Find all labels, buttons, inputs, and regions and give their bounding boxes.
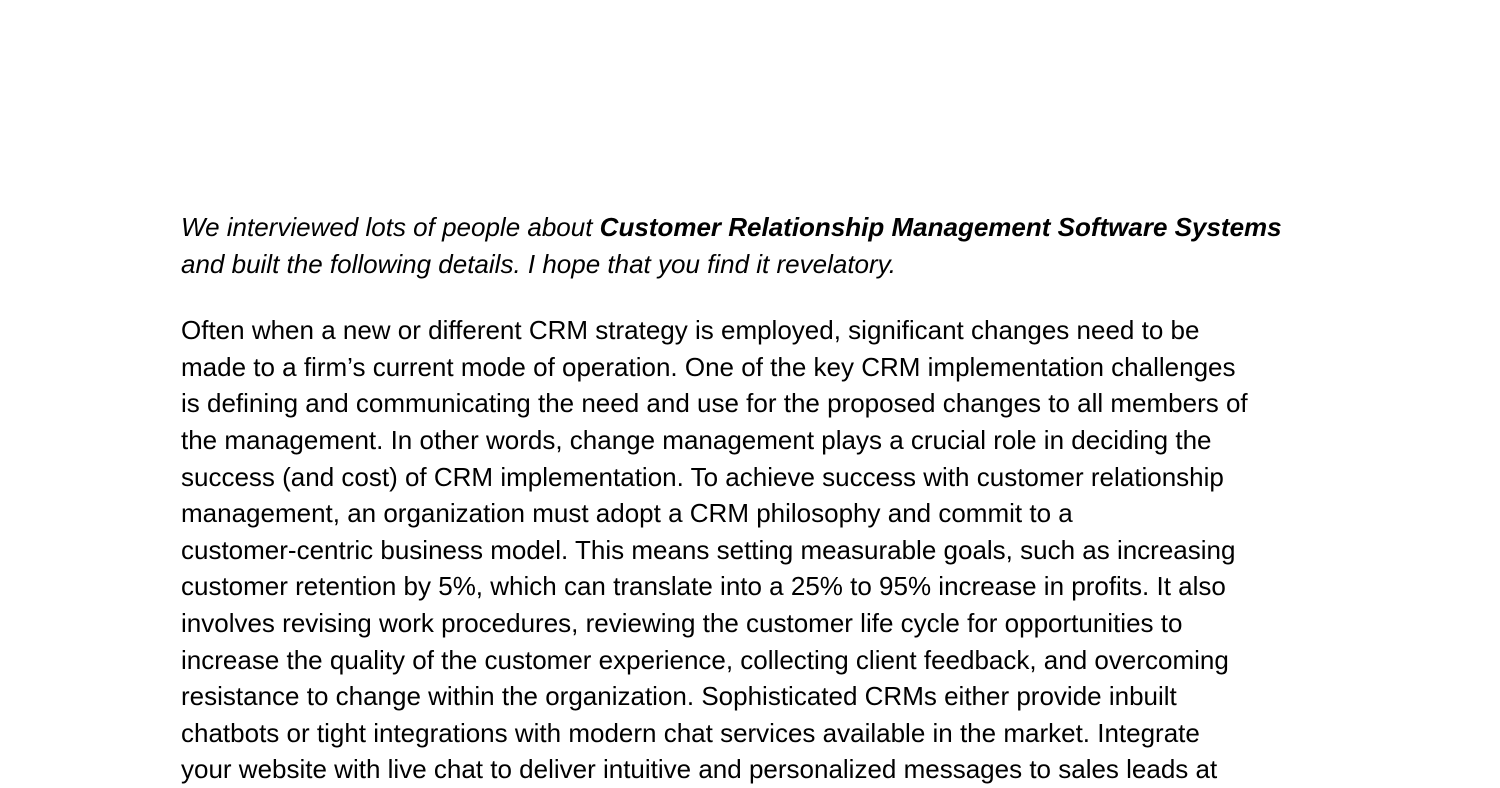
body-line: customer retention by 5%, which can translate into a 25% to 95% increase in profits. It also: [181, 571, 1226, 602]
document-content: [181, 209, 1326, 788]
body-line: success (and cost) of CRM implementation. To achieve success with customer relationship: [181, 461, 1224, 492]
intro-prefix: We interviewed lots of people about: [181, 212, 600, 242]
body-paragraph: [181, 312, 1326, 788]
body-line: increase the quality of the customer experience, collecting client feedback, and overcoming: [181, 644, 1229, 675]
intro-paragraph: [181, 209, 1326, 282]
intro-emphasis: Customer Relationship Management Software Systems: [599, 212, 1282, 242]
body-line: Often when a new or different CRM strategy is employed, significant changes need to be: [181, 315, 1200, 346]
body-line: the management. In other words, change management plays a crucial role in deciding the: [181, 424, 1212, 455]
body-line: management, an organization must adopt a CRM philosophy and commit to a: [181, 498, 1073, 529]
body-line: your website with live chat to deliver intuitive and personalized messages to sales leads at: [181, 754, 1218, 785]
body-line: resistance to change within the organization. Sophisticated CRMs either provide inbuilt: [181, 681, 1177, 712]
intro-suffix: and built the following details. I hope that you find it revelatory.: [181, 248, 896, 279]
body-line: involves revising work procedures, reviewing the customer life cycle for opportunities to: [181, 607, 1183, 638]
body-line: customer-centric business model. This means setting measurable goals, such as increasing: [181, 534, 1236, 565]
body-line: is defining and communicating the need and use for the proposed changes to all members of: [181, 388, 1248, 419]
body-line: made to a firm’s current mode of operation. One of the key CRM implementation challenges: [181, 351, 1236, 382]
body-line: chatbots or tight integrations with modern chat services available in the market. Integrate: [181, 717, 1200, 748]
